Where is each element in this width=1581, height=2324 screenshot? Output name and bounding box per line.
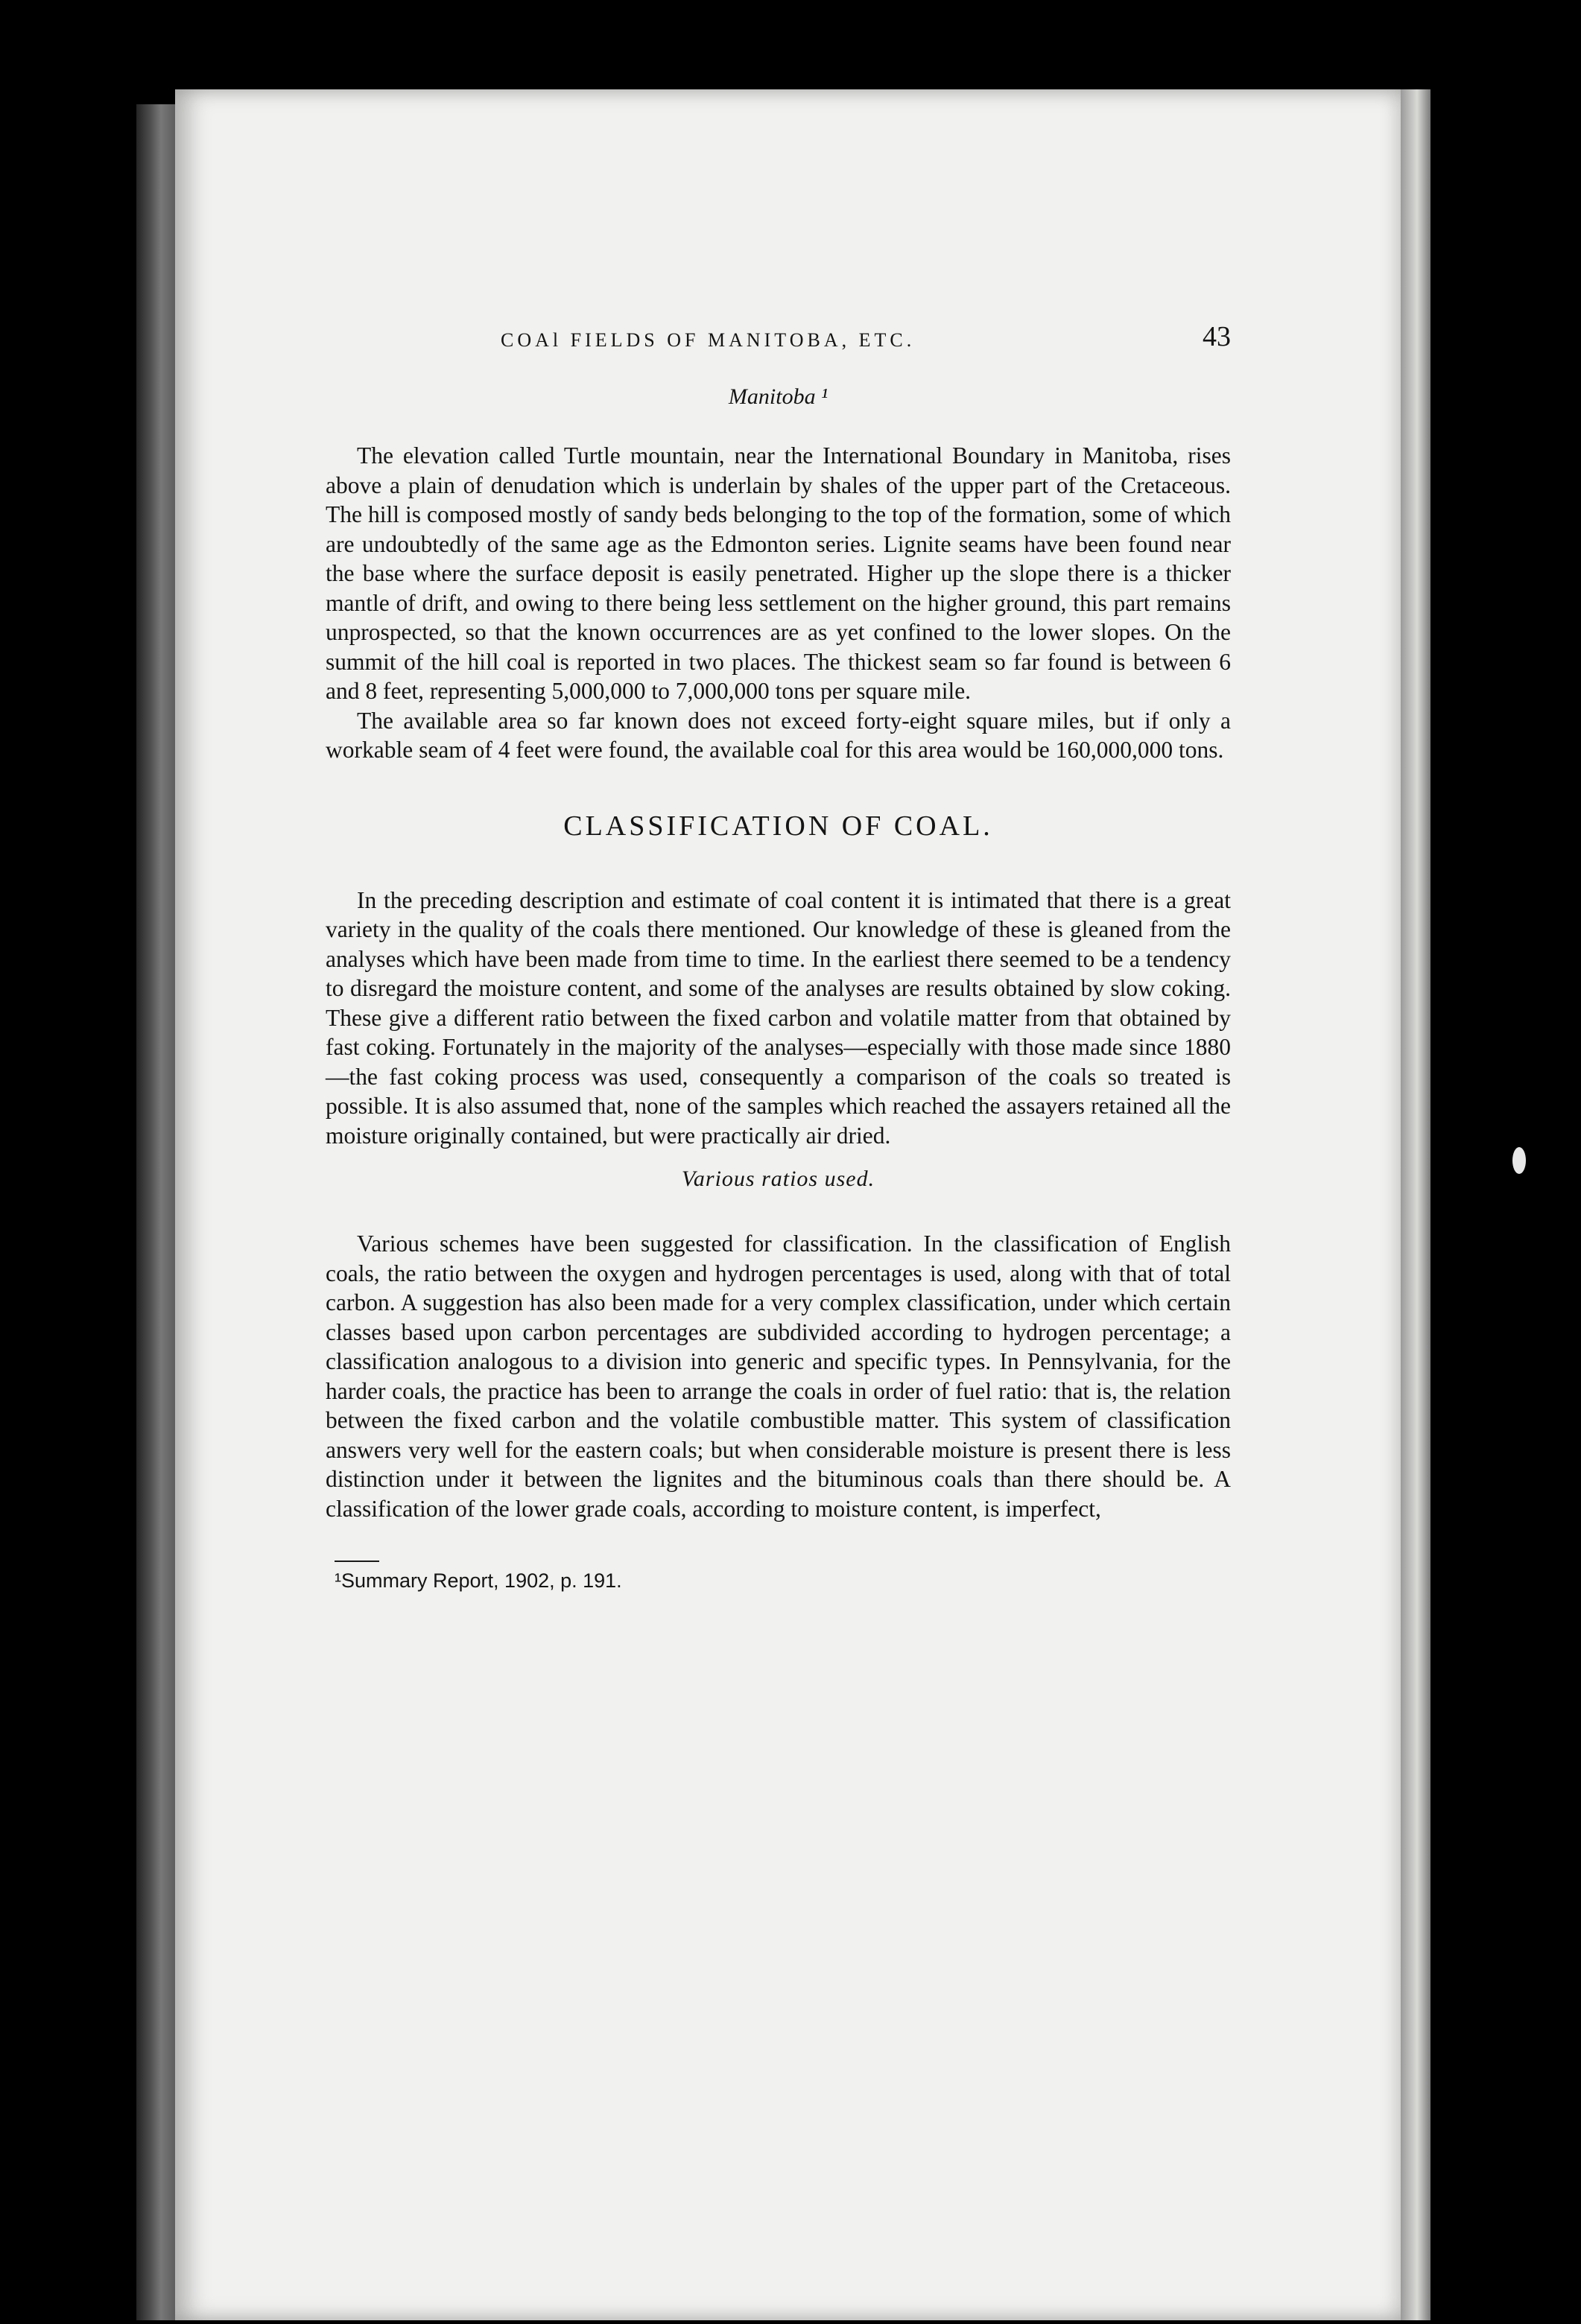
running-head xyxy=(326,320,1231,362)
paragraph-classification-1: In the preceding description and estimate of coal content it is intimated that there is a great variety in the quality of the coals there mentioned. Our knowledge of these is gleaned from the analyses which have been made from time to time. In the earliest there seemed to be a tendency to disregard the moisture content, and some of the analyses are results obtained by slow coking. These give a different ratio between the fixed carbon and volatile matter from that obtained by fast coking. Fortunately in the majority of the analyses—especially with those made since 1880—the fast coking process was used, consequently a comparison of the coals so treated is possible. It is also assumed that, none of the samples which reached the assayers retained all the moisture originally contained, but were practically air dried. xyxy=(326,886,1231,1149)
page-content xyxy=(326,320,1231,1593)
page-number: 43 xyxy=(1203,321,1231,352)
section-heading-manitoba: Manitoba ¹ xyxy=(728,384,828,409)
footnote: ¹Summary Report, 1902, p. 191. xyxy=(335,1569,622,1592)
paragraph-ratios-1: Various schemes have been suggested for classification. In the classification of English coals, the ratio between the oxygen and hydrogen percentages is used, along with that of total carbon. A suggestion has also been made for a very complex classification, under which certain classes based upon carbon percentages are subdivided according to hydrogen percentage; a classification analogous to a division into generic and specific types. In Pennsylvania, for the harder coals, the practice has been to arrange the coals in order of fuel ratio: that is, the relation between the fixed carbon and the volatile combustible matter. This system of classification answers very well for the eastern coals; but when considerable moisture is present there is less distinction under it between the lignites and the bituminous coals than there should be. A classification of the lower grade coals, according to moisture content, is imperfect, xyxy=(326,1231,1231,1522)
paragraph-manitoba-1: The elevation called Turtle mountain, near the International Boundary in Manitoba, rises above a plain of denudation which is underlain by shales of the upper part of the Cretaceous. The hill is composed mostly of sandy beds belonging to the top of the formation, some of which are undoubtedly of the same age as the Edmonton series. Lignite seams have been found near the base where the surface deposit is easily penetrated. Higher up the slope there is a thicker mantle of drift, and owing to there being less settlement on the higher ground, this part remains unprospected, so that the known occurrences are as yet confined to the lower slopes. On the summit of the hill coal is reported in two places. The thickest seam so far found is between 6 and 8 feet, representing 5,000,000 to 7,000,000 tons per square mile. xyxy=(326,442,1231,704)
scan-artifact xyxy=(1512,1147,1526,1174)
header-title: COAl FIELDS OF MANITOBA, ETC. xyxy=(501,329,916,351)
section-heading-classification: CLASSIFICATION OF COAL. xyxy=(563,810,993,842)
sub-heading-ratios: Various ratios used. xyxy=(681,1166,875,1191)
book-binding xyxy=(136,104,177,2320)
paragraph-manitoba-2: The available area so far known does not exceed forty-eight square miles, but if only a workable seam of 4 feet were found, the available coal for this area would be 160,000,000 tons. xyxy=(326,707,1231,763)
page-edge xyxy=(1401,89,1430,2320)
footnote-divider xyxy=(335,1561,379,1562)
